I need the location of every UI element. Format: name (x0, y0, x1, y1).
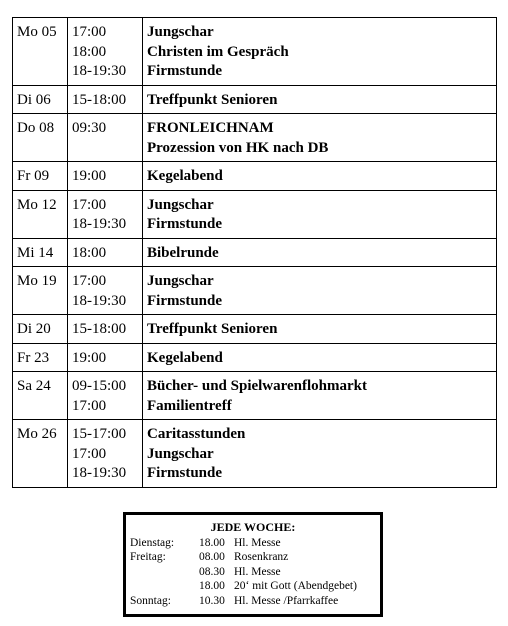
schedule-row (13, 85, 497, 114)
weekly-time: 08.00 (199, 551, 225, 563)
weekly-box (123, 512, 383, 617)
schedule-event: Christen im Gespräch (147, 43, 289, 60)
weekly-row (126, 594, 380, 609)
schedule-events (143, 420, 497, 488)
schedule-events (143, 343, 497, 372)
schedule-time: 18:00 (72, 244, 107, 261)
weekly-title: JEDE WOCHE: (210, 520, 296, 534)
weekly-day: Dienstag: (130, 536, 175, 549)
weekly-time: 08.30 (199, 565, 225, 578)
schedule-times (68, 85, 143, 114)
schedule-event: Firmstunde (147, 292, 222, 309)
weekly-time: 18.00 (199, 580, 225, 592)
schedule-time: 15-17:00 (72, 426, 127, 442)
schedule-event: Firmstunde (147, 465, 222, 481)
schedule-time: 15-18:00 (72, 91, 127, 108)
schedule-row (13, 238, 497, 267)
weekly-row (126, 550, 380, 565)
schedule-time: 17:00 (72, 196, 107, 213)
schedule-time: 19:00 (72, 349, 107, 366)
schedule-day: Sa 24 (13, 372, 68, 420)
weekly-row (126, 536, 380, 551)
schedule-row (13, 343, 497, 372)
schedule-events (143, 238, 497, 267)
schedule-event: FRONLEICHNAM (147, 120, 274, 136)
weekly-day: Sonntag: (130, 594, 171, 607)
schedule-row (13, 372, 497, 420)
schedule-times (68, 315, 143, 344)
schedule-time: 09-15:00 (72, 378, 127, 394)
schedule-day: Fr 23 (13, 343, 68, 372)
schedule-day: Mo 26 (13, 420, 68, 488)
schedule-day: Mo 19 (13, 267, 68, 315)
schedule-events (143, 18, 497, 86)
weekly-day: Freitag: (130, 551, 166, 563)
weekly-desc: 20‘ mit Gott (Abendgebet) (234, 580, 357, 592)
schedule-row (13, 162, 497, 191)
schedule-day: Di 20 (13, 315, 68, 344)
schedule-times (68, 114, 143, 162)
schedule-events (143, 315, 497, 344)
schedule-times (68, 372, 143, 420)
schedule-time: 09:30 (72, 120, 107, 136)
schedule-event: Treffpunkt Senioren (147, 91, 278, 108)
schedule-events (143, 114, 497, 162)
schedule-time: 17:00 (72, 273, 107, 289)
schedule-event: Bücher- und Spielwarenflohmarkt (147, 378, 368, 394)
schedule-event: Jungschar (147, 24, 214, 40)
schedule-day: Do 08 (13, 114, 68, 162)
schedule-row (13, 420, 497, 488)
schedule-table (12, 17, 497, 488)
schedule-events (143, 85, 497, 114)
schedule-time: 18-19:30 (72, 465, 127, 481)
schedule-event: Bibelrunde (147, 244, 219, 261)
schedule-time: 15-18:00 (72, 321, 127, 337)
weekly-desc: Hl. Messe /Pfarrkaffee (234, 594, 339, 607)
schedule-day: Mi 14 (13, 238, 68, 267)
weekly-rows (126, 536, 380, 609)
weekly-desc: Hl. Messe (234, 565, 281, 578)
schedule-time: 18-19:30 (72, 292, 127, 309)
weekly-row (126, 565, 380, 580)
schedule-time: 19:00 (72, 168, 107, 184)
schedule-events (143, 162, 497, 191)
schedule-events (143, 372, 497, 420)
schedule-row (13, 114, 497, 162)
schedule-event: Treffpunkt Senioren (147, 321, 278, 337)
weekly-time: 18.00 (199, 536, 225, 549)
schedule-row (13, 190, 497, 238)
schedule-times (68, 162, 143, 191)
weekly-desc: Rosenkranz (234, 551, 289, 563)
weekly-desc: Hl. Messe (234, 536, 281, 549)
schedule-time: 18-19:30 (72, 63, 127, 79)
schedule-event: Jungschar (147, 196, 214, 213)
schedule-event: Jungschar (147, 273, 214, 289)
schedule-body (13, 18, 497, 488)
schedule-day: Mo 12 (13, 190, 68, 238)
schedule-times (68, 18, 143, 86)
schedule-time: 18:00 (72, 43, 107, 60)
weekly-row (126, 579, 380, 594)
schedule-day: Fr 09 (13, 162, 68, 191)
schedule-time: 17:00 (72, 24, 107, 40)
schedule-time: 18-19:30 (72, 216, 127, 232)
schedule-times (68, 238, 143, 267)
schedule-time: 17:00 (72, 445, 107, 462)
schedule-times (68, 420, 143, 488)
schedule-event: Kegelabend (147, 168, 223, 184)
schedule-times (68, 190, 143, 238)
schedule-events (143, 267, 497, 315)
schedule-event: Kegelabend (147, 349, 223, 366)
weekly-day (126, 565, 199, 580)
schedule-times (68, 267, 143, 315)
schedule-event: Jungschar (147, 445, 214, 462)
schedule-time: 17:00 (72, 397, 107, 414)
schedule-times (68, 343, 143, 372)
schedule-event: Firmstunde (147, 63, 222, 79)
schedule-row (13, 18, 497, 86)
schedule-row (13, 267, 497, 315)
schedule-day: Di 06 (13, 85, 68, 114)
schedule-day: Mo 05 (13, 18, 68, 86)
schedule-event: Prozession von HK nach DB (147, 139, 329, 156)
schedule-event: Firmstunde (147, 216, 222, 232)
weekly-time: 10.30 (199, 594, 225, 607)
schedule-event: Caritasstunden (147, 426, 246, 442)
schedule-event: Familientreff (147, 397, 232, 414)
schedule-row (13, 315, 497, 344)
weekly-day (126, 579, 199, 594)
schedule-events (143, 190, 497, 238)
